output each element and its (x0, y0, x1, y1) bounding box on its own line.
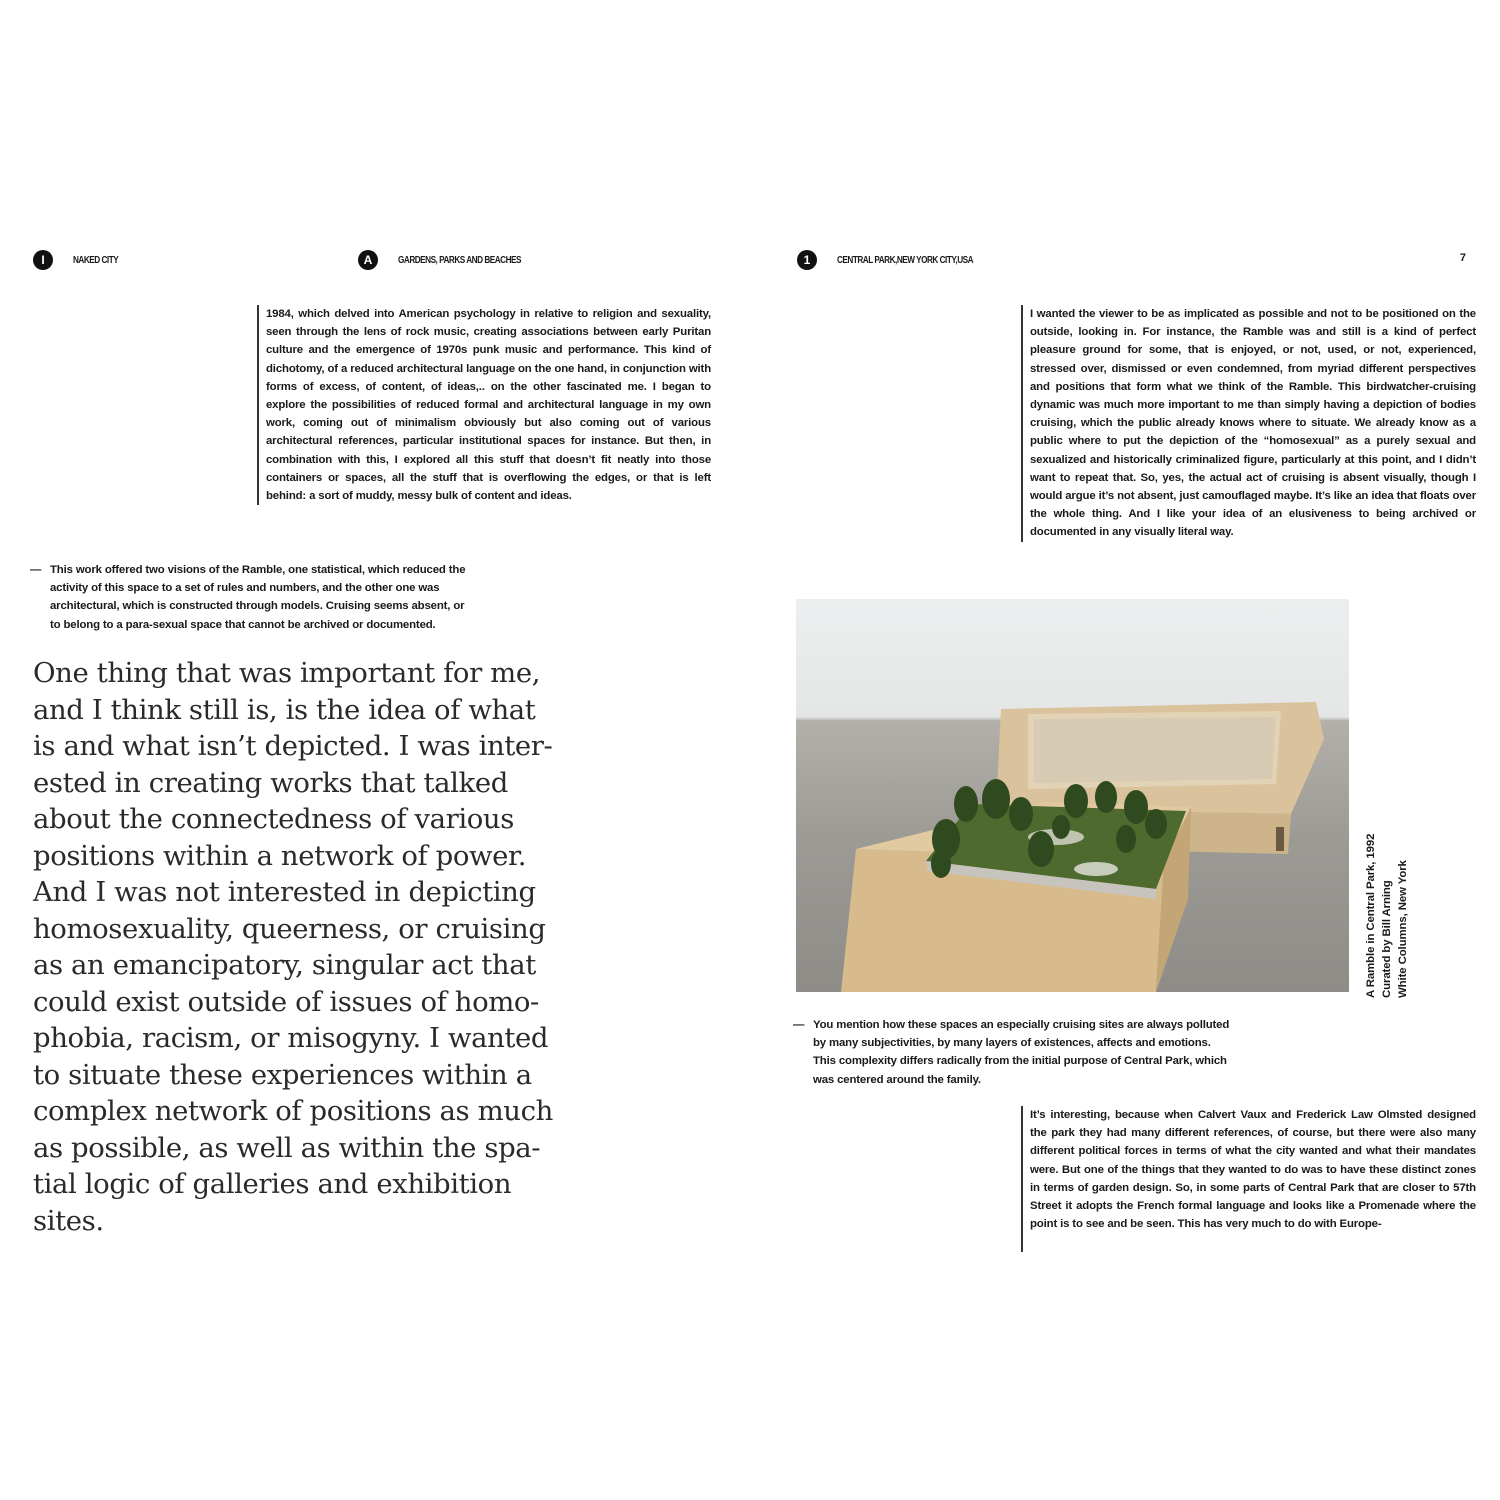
chapter-letter-badge: A (358, 250, 378, 270)
page-number: 7 (1459, 252, 1466, 264)
running-header-left (33, 249, 128, 271)
chapter-title: GARDENS, PARKS AND BEACHES (398, 254, 521, 266)
answer-text: It’s interesting, because when Calvert Vaux and Frederick Law Olmsted designed the park they had many different references, of course, but there were also many different political forces in terms of what the city wanted and what their mandates were. But one of the things that they wanted to do was to have these distinct zones in terms of garden design. So, in some parts of Central Park that are closer to 57th Street it adopts the French formal language and looks like a Promenade where the point is to see and be seen. This has very much to do with Europe- (1030, 1109, 1476, 1231)
caption-title: A Ramble in Central Park, 1992 (1365, 833, 1377, 998)
installation-photo (796, 599, 1349, 992)
answer-text: 1984, which delved into American psychology in relative to religion and sexuality, seen through the lens of rock music, creating associations between early Puritan culture and the emergence of 1970s punk music and performance. This kind of dichotomy, of a reduced architectural language on the one hand, in conjunction with forms of excess, of content, of ideas,.. on the other fascinated me. I began to explore the possibilities of reduced formal and architectural language in my own work, coming out of minimalism obviously but also coming out of various architectural references, particular institutional spaces for instance. But then, in combination with this, I explored all this stuff that doesn’t fit neatly into those containers or spaces, all the stuff that is overflowing the edges, or that is left behind: a sort of muddy, messy bulk of content and ideas. (266, 308, 711, 503)
pull-quote: One thing that was important for me, and I think still is, is the idea of what is and what isn’t depicted. I was inter- ested in creating works that talked about the connectedness of various positions within a network of power. And I was not interested in depicting homosexuality, queerness, or cruising as an emancipatory, singular act that could exist outside of issues of homo- phobia, racism, or misogyny. I wanted to situate these experiences within a complex network of positions as much as possible, as well as within the spa- tial logic of galleries and exhibition sites. (33, 657, 553, 1237)
running-header-mid (358, 249, 548, 271)
answer-paragraph (257, 305, 711, 505)
question-dash: — (30, 564, 42, 576)
running-header-right (797, 249, 1003, 271)
section-number-badge: I (33, 250, 53, 270)
question-dash: — (793, 1019, 805, 1031)
interview-question (30, 561, 468, 634)
question-text: This work offered two visions of the Ramble, one statistical, which reduced the activity of this space to a set of rules and numbers, and the other one was architectural, which is constructed through models. Cruising seems absent, or to belong to a para-sexual space that cannot be archived or documented. (50, 564, 466, 631)
question-text: You mention how these spaces an especially cruising sites are always polluted by many subjectivities, by many layers of existences, affects and emotions. This complexity differs radically from the initial purpose of Central Park, which was centered around the family. (813, 1019, 1230, 1086)
answer-paragraph-right (1021, 305, 1476, 542)
interview-question-right (793, 1016, 1236, 1089)
photo-caption (1363, 788, 1423, 998)
caption-venue: White Columns, New York (1397, 860, 1409, 998)
answer-paragraph-continued (1021, 1106, 1476, 1252)
installation-photo-drawing (796, 599, 1349, 992)
answer-text: I wanted the viewer to be as implicated as possible and not to be positioned on the outside, looking in. For instance, the Ramble was and still is a kind of perfect pleasure ground for some, that is enjoyed, or not, used, or not, experienced, stressed over, dismissed or even condemned, from myriad different perspectives and positions that form what we think of the Ramble. This birdwatcher-cruising dynamic was much more important to me than simply having a depiction of bodies cruising, which the public already knows where to situate. We already know as a public where to put the depiction of the “homosexual” as a purely sexual and sexualized and historically criminalized figure, particularly at this point, and I didn’t want to repeat that. So, yes, the actual act of cruising is absent visually, though I would argue it’s not absent, just camouflaged maybe. It’s like an idea that floats over the whole thing. And I like your idea of an elusiveness to being archived or documented in any visually literal way. (1030, 308, 1476, 539)
section-title: NAKED CITY (73, 254, 119, 266)
subchapter-title: CENTRAL PARK,NEW YORK CITY,USA (837, 254, 974, 266)
subchapter-number-badge: 1 (797, 250, 817, 270)
caption-curator: Curated by Bill Arning (1381, 880, 1393, 998)
